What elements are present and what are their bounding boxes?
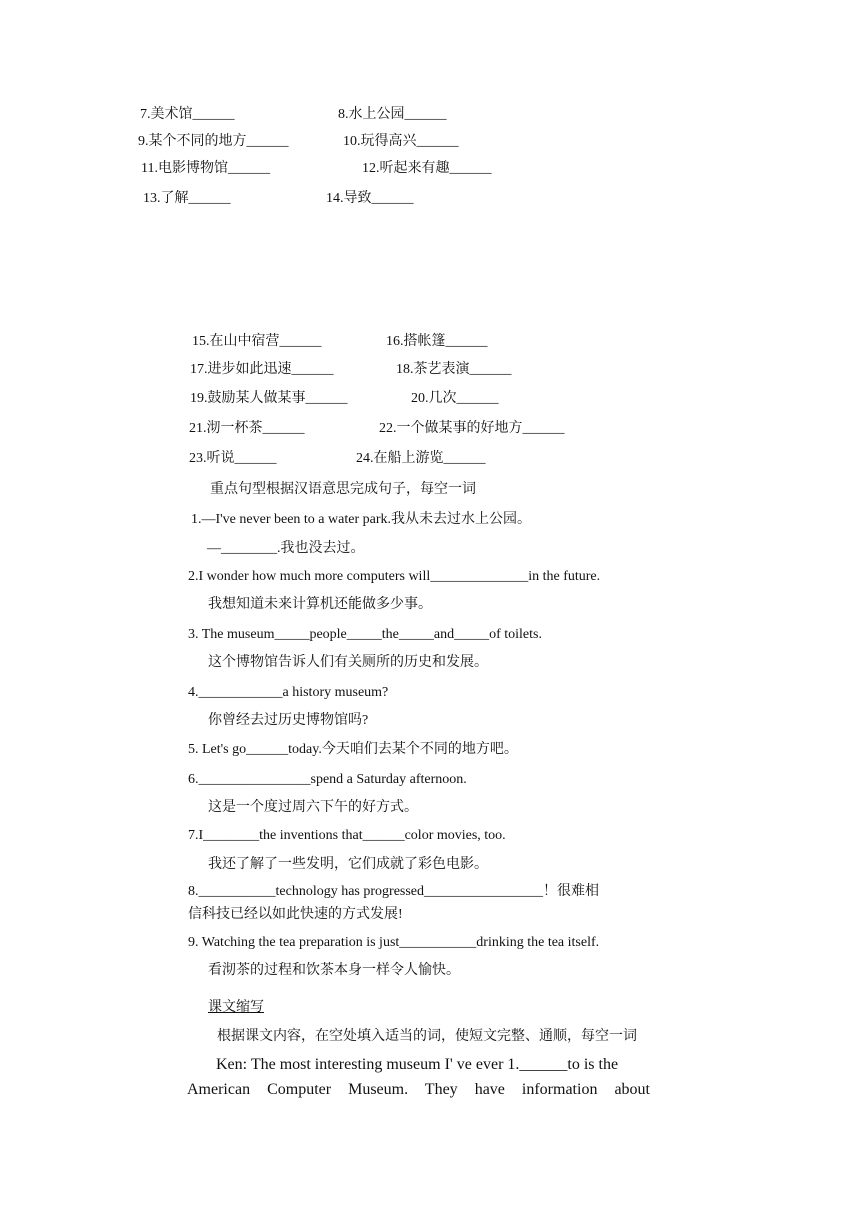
phrase-item: 15.在山中宿营______	[192, 334, 322, 349]
sentence-line: 6.________________spend a Saturday afternoon.	[188, 772, 467, 787]
phrase-item: 8.水上公园______	[338, 107, 447, 122]
phrase-item: 11.电影博物馆______	[141, 161, 270, 176]
summary-text-line: American Computer Museum. They have information about	[187, 1081, 650, 1098]
phrase-item: 17.进步如此迅速______	[190, 362, 334, 377]
phrase-item: 18.茶艺表演______	[396, 362, 512, 377]
sentence-line: 你曾经去过历史博物馆吗?	[208, 713, 369, 728]
sentence-line: 我想知道未来计算机还能做多少事。	[208, 597, 432, 612]
section-heading: 重点句型根据汉语意思完成句子，每空一词	[210, 482, 476, 497]
phrase-item: 7.美术馆______	[140, 107, 235, 122]
phrase-item: 14.导致______	[326, 191, 414, 206]
phrase-item: 20.几次______	[411, 391, 499, 406]
phrase-item: 21.沏一杯茶______	[189, 421, 305, 436]
sentence-line: 信科技已经以如此快速的方式发展!	[188, 907, 403, 922]
sentence-line: —________.我也没去过。	[207, 541, 365, 556]
phrase-item: 22.一个做某事的好地方______	[379, 421, 565, 436]
sentence-line: 3. The museum_____people_____the_____and_____of toilets.	[188, 627, 542, 642]
sentence-line: 1.—I've never been to a water park.我从未去过水上公园。	[191, 512, 531, 527]
sentence-line: 7.I________the inventions that______color movies, too.	[188, 828, 506, 843]
phrase-item: 19.鼓励某人做某事______	[190, 391, 348, 406]
phrase-item: 12.听起来有趣______	[362, 161, 492, 176]
summary-heading: 课文缩写	[208, 1000, 264, 1015]
sentence-line: 我还了解了一些发明，它们成就了彩色电影。	[208, 857, 488, 872]
summary-text-line: Ken: The most interesting museum I' ve ever 1.______to is the	[216, 1056, 619, 1073]
summary-instruction: 根据课文内容，在空处填入适当的词，使短文完整、通顺，每空一词	[217, 1029, 637, 1044]
sentence-line: 这是一个度过周六下午的好方式。	[208, 800, 418, 815]
phrase-item: 9.某个不同的地方______	[138, 134, 289, 149]
phrase-item: 24.在船上游览______	[356, 451, 486, 466]
sentence-line: 看沏茶的过程和饮茶本身一样令人愉快。	[208, 963, 460, 978]
phrase-item: 16.搭帐篷______	[386, 334, 488, 349]
sentence-line: 5. Let's go______today.今天咱们去某个不同的地方吧。	[188, 742, 518, 757]
sentence-line: 4.____________a history museum?	[188, 685, 389, 700]
sentence-line: 9. Watching the tea preparation is just___________drinking the tea itself.	[188, 935, 600, 950]
sentence-line: 8.___________technology has progressed_________________！很难相	[188, 884, 600, 899]
sentence-line: 2.I wonder how much more computers will______________in the future.	[188, 569, 601, 584]
phrase-item: 23.听说______	[189, 451, 277, 466]
phrase-item: 10.玩得高兴______	[343, 134, 459, 149]
sentence-line: 这个博物馆告诉人们有关厕所的历史和发展。	[208, 655, 488, 670]
phrase-item: 13.了解______	[143, 191, 231, 206]
